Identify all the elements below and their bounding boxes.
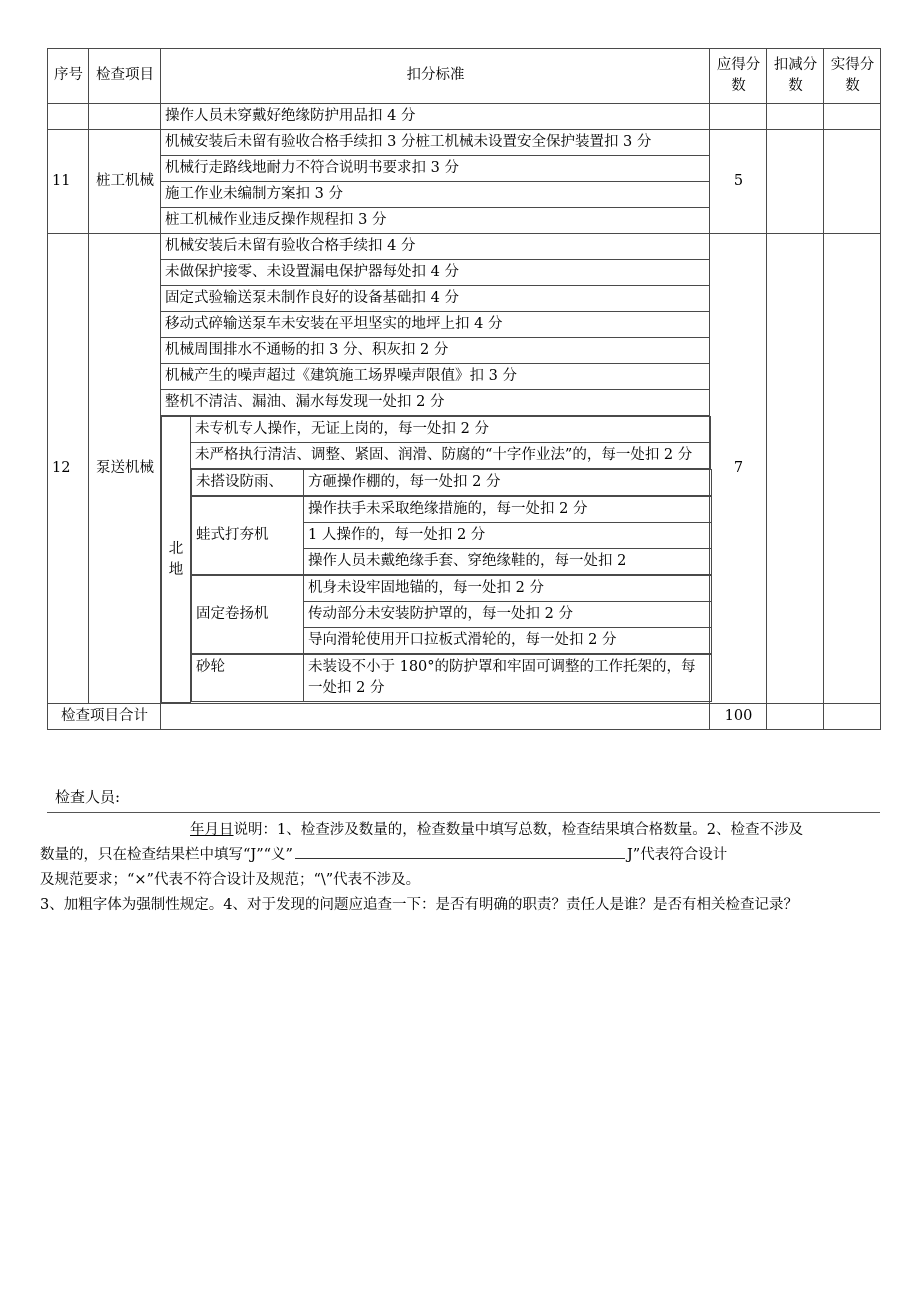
- fill-in-blank: [295, 847, 625, 859]
- section12-due-score: 7: [710, 234, 767, 704]
- header-seq: 序号: [48, 49, 89, 104]
- section11-criteria-3: 桩工机械作业违反操作规程扣 3 分: [161, 208, 710, 234]
- orphan-due-score: [710, 104, 767, 130]
- group-1-item-1: 1 人操作的，每一处扣 2 分: [304, 523, 712, 549]
- section12-actual-score: [824, 234, 881, 704]
- subblock-region-label: 北地: [162, 417, 191, 703]
- section12-criteria-6: 整机不清洁、漏油、漏水每发现一处扣 2 分: [161, 390, 710, 416]
- section12-item: 泵送机械: [89, 234, 161, 704]
- note-line-1: [40, 818, 915, 843]
- section11-criteria-1: 机械行走路线地耐力不符合说明书要求扣 3 分: [161, 156, 710, 182]
- note-1-text: 说明：1、检查涉及数量的，检查数量中填写总数，检查结果填合格数量。2、检查不涉及: [233, 822, 803, 838]
- section11-seq: 11: [48, 130, 89, 234]
- note-line-4: [40, 893, 915, 918]
- table-row: [48, 234, 881, 260]
- group-3-name: 砂轮: [192, 655, 304, 702]
- orphan-actual-score: [824, 104, 881, 130]
- orphan-criteria: 操作人员未穿戴好绝缘防护用品扣 4 分: [161, 104, 710, 130]
- group-1-table: [191, 496, 712, 575]
- note-line-3: [40, 868, 915, 893]
- total-actual-score: [824, 703, 881, 729]
- total-due-score: 100: [710, 703, 767, 729]
- orphan-item: [89, 104, 161, 130]
- note-3-text: 3、加粗字体为强制性规定。4、对于发现的问题应追查一下：是否有明确的职责？责任人是谁？是否有相关检查记录？: [40, 896, 798, 913]
- note-2-text-c: 及规范要求；“×”代表不符合设计及规范；“\”代表不涉及。: [40, 871, 421, 888]
- section12-criteria-2: 固定式验输送泵未制作良好的设备基础扣 4 分: [161, 286, 710, 312]
- note-2-text-b: J”代表符合设计: [626, 846, 728, 863]
- table-row: [48, 104, 881, 130]
- section12-criteria-0: 机械安装后未留有验收合格手续扣 4 分: [161, 234, 710, 260]
- subblock-table: [161, 416, 711, 703]
- section12-deduct-score: [767, 234, 824, 704]
- header-actual-score: 实得分数: [824, 49, 881, 104]
- table-header-row: [48, 49, 881, 104]
- section12-subblock-cell: [161, 416, 710, 704]
- inspector-label: 检查人员:: [55, 788, 121, 806]
- group-1-cell: [191, 496, 711, 575]
- group-0-cell: [191, 469, 711, 497]
- section12-seq: 12: [48, 234, 89, 704]
- section11-criteria-2: 施工作业未编制方案扣 3 分: [161, 182, 710, 208]
- group-3-item-0: 未装设不小于 180°的防护罩和牢固可调整的工作托架的，每一处扣 2 分: [304, 655, 712, 702]
- table-row: [48, 130, 881, 156]
- group-2-item-0: 机身未设牢固地锚的，每一处扣 2 分: [304, 576, 712, 602]
- section12-criteria-5: 机械产生的噪声超过《建筑施工场界噪声限值》扣 3 分: [161, 364, 710, 390]
- group-2-cell: [191, 575, 711, 654]
- group-1-name: 蛙式打夯机: [192, 497, 304, 575]
- header-due-score: 应得分数: [710, 49, 767, 104]
- subblock-row: [162, 443, 711, 469]
- total-label: 检查项目合计: [48, 703, 161, 729]
- inspection-table: [47, 48, 881, 730]
- header-deduct-score: 扣减分数: [767, 49, 824, 104]
- header-criteria: 扣分标准: [161, 49, 710, 104]
- group-2-item-2: 导向滑轮使用开口拉板式滑轮的，每一处扣 2 分: [304, 628, 712, 654]
- note-date: 年月日: [190, 822, 234, 838]
- section11-criteria-0: 机械安装后未留有验收合格手续扣 3 分桩工机械未设置安全保护装置扣 3 分: [161, 130, 710, 156]
- group-row: [192, 470, 712, 496]
- group-row: [192, 497, 712, 523]
- group-2-table: [191, 575, 712, 654]
- section12-criteria-4: 机械周围排水不通畅的扣 3 分、积灰扣 2 分: [161, 338, 710, 364]
- section11-due-score: 5: [710, 130, 767, 234]
- group-row: [192, 576, 712, 602]
- group-2-item-1: 传动部分未安装防护罩的，每一处扣 2 分: [304, 602, 712, 628]
- section11-item: 桩工机械: [89, 130, 161, 234]
- subblock-row: [162, 575, 711, 654]
- note-line-2: [40, 843, 915, 868]
- group-1-item-0: 操作扶手未采取绝缘措施的，每一处扣 2 分: [304, 497, 712, 523]
- subblock-row: [162, 417, 711, 443]
- group-0-table: [191, 469, 712, 496]
- note-2-text-a: 数量的，只在检查结果栏中填写“J”“义”: [40, 846, 293, 863]
- footer-divider: [47, 812, 880, 813]
- group-2-name: 固定卷扬机: [192, 576, 304, 654]
- group-3-table: [191, 654, 712, 702]
- header-item: 检查项目: [89, 49, 161, 104]
- subblock-plain-1: 未严格执行清洁、调整、紧固、润滑、防腐的“十字作业法”的，每一处扣 2 分: [191, 443, 711, 469]
- footer-notes: [40, 818, 915, 918]
- total-deduct-score: [767, 703, 824, 729]
- subblock-row: [162, 469, 711, 497]
- section12-criteria-3: 移动式碎输送泵车未安装在平坦坚实的地坪上扣 4 分: [161, 312, 710, 338]
- section11-actual-score: [824, 130, 881, 234]
- subblock-plain-0: 未专机专人操作，无证上岗的，每一处扣 2 分: [191, 417, 711, 443]
- group-0-item-0: 方砸操作棚的，每一处扣 2 分: [304, 470, 712, 496]
- group-3-cell: [191, 654, 711, 702]
- orphan-seq: [48, 104, 89, 130]
- orphan-deduct-score: [767, 104, 824, 130]
- subblock-row: [162, 654, 711, 702]
- subblock-row: [162, 496, 711, 575]
- total-criteria: [161, 703, 710, 729]
- section11-deduct-score: [767, 130, 824, 234]
- group-0-name: 未搭设防雨、: [192, 470, 304, 496]
- group-row: [192, 655, 712, 702]
- table-total-row: [48, 703, 881, 729]
- group-1-item-2: 操作人员未戴绝缘手套、穿绝缘鞋的，每一处扣 2: [304, 549, 712, 575]
- section12-criteria-1: 未做保护接零、未设置漏电保护器每处扣 4 分: [161, 260, 710, 286]
